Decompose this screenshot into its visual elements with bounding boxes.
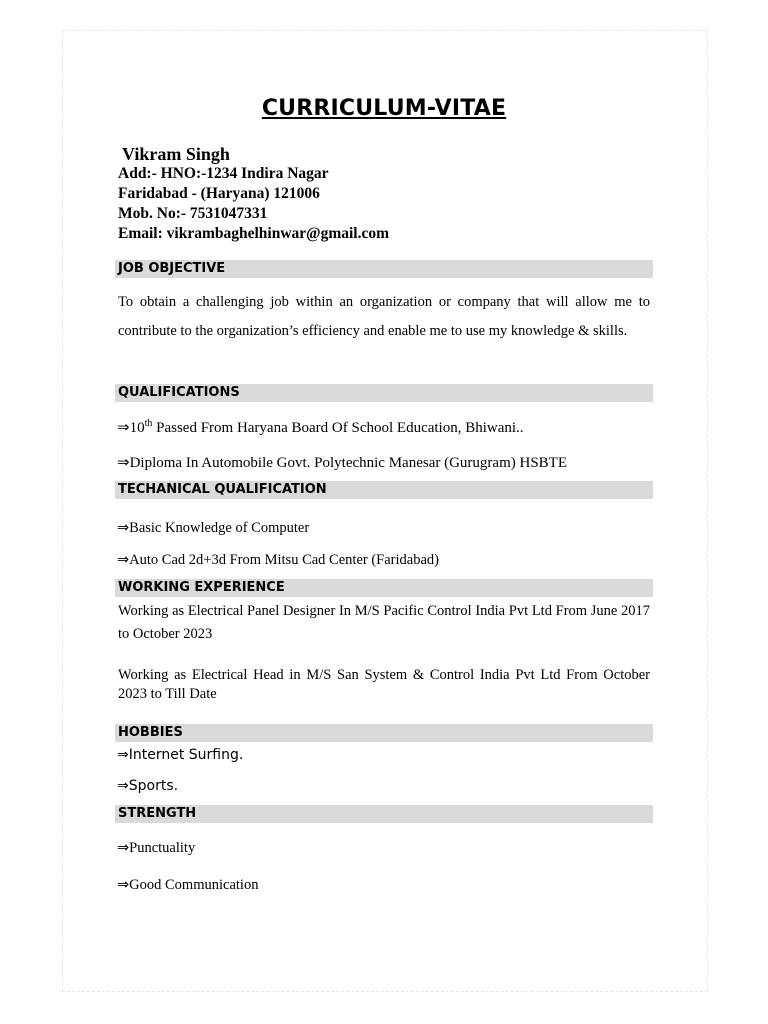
candidate-name: Vikram Singh — [122, 144, 230, 164]
experience-item: Working as Electrical Head in M/S San System & Control India Pvt Ltd From October 2023 to Till Date — [118, 667, 650, 702]
technical-item-text: Basic Knowledge of Computer — [129, 520, 310, 536]
strength-item — [117, 877, 258, 894]
address-line-1: Add:- HNO:-1234 Indira Nagar — [118, 165, 329, 182]
arrow-icon: ⇒ — [117, 840, 130, 856]
qualification-item — [117, 418, 524, 437]
section-heading-qualifications: QUALIFICATIONS — [115, 384, 653, 402]
experience-item: Working as Electrical Panel Designer In M/S Pacific Control India Pvt Ltd From June 2017 to October 2023 — [118, 603, 650, 642]
arrow-icon: ⇒ — [117, 418, 130, 436]
section-heading-technical: TECHANICAL QUALIFICATION — [115, 481, 653, 499]
section-heading-strength: STRENGTH — [115, 805, 653, 823]
arrow-icon: ⇒ — [117, 747, 129, 763]
arrow-icon: ⇒ — [117, 520, 130, 536]
section-heading-hobbies: HOBBIES — [115, 724, 653, 742]
hobby-item — [117, 747, 243, 763]
hobby-item — [117, 778, 178, 794]
qualification-text: Passed From Haryana Board Of School Education, Bhiwani.. — [152, 420, 524, 436]
strength-item — [117, 840, 195, 857]
hobby-text: Internet Surfing. — [128, 747, 244, 763]
technical-item-text: Auto Cad 2d+3d From Mitsu Cad Center (Faridabad) — [129, 552, 439, 568]
qualification-text: Diploma In Automobile Govt. Polytechnic Manesar (Gurugram) HSBTE — [129, 455, 568, 471]
qualification-item — [117, 453, 567, 472]
strength-text: Good Communication — [129, 877, 259, 893]
email-address: Email: vikrambaghelhinwar@gmail.com — [118, 225, 390, 242]
job-objective-text: To obtain a challenging job within an organization or company that will allow me to contribute to the organization’s efficiency and enable me to use my knowledge & skills. — [118, 294, 650, 339]
arrow-icon: ⇒ — [117, 778, 129, 794]
section-heading-experience: WORKING EXPERIENCE — [115, 579, 653, 597]
arrow-icon: ⇒ — [117, 877, 130, 893]
address-line-2: Faridabad - (Haryana) 121006 — [118, 185, 320, 202]
section-heading-job-objective: JOB OBJECTIVE — [115, 260, 653, 278]
ordinal-suffix: th — [144, 418, 153, 429]
technical-item — [117, 520, 309, 537]
technical-item — [117, 552, 439, 569]
arrow-icon: ⇒ — [117, 453, 130, 471]
document-title: CURRICULUM-VITAE — [261, 96, 507, 121]
qualification-grade: 10 — [129, 420, 145, 436]
hobby-text: Sports. — [128, 778, 179, 794]
mobile-number: Mob. No:- 7531047331 — [118, 205, 268, 222]
arrow-icon: ⇒ — [117, 552, 130, 568]
strength-text: Punctuality — [129, 840, 196, 856]
